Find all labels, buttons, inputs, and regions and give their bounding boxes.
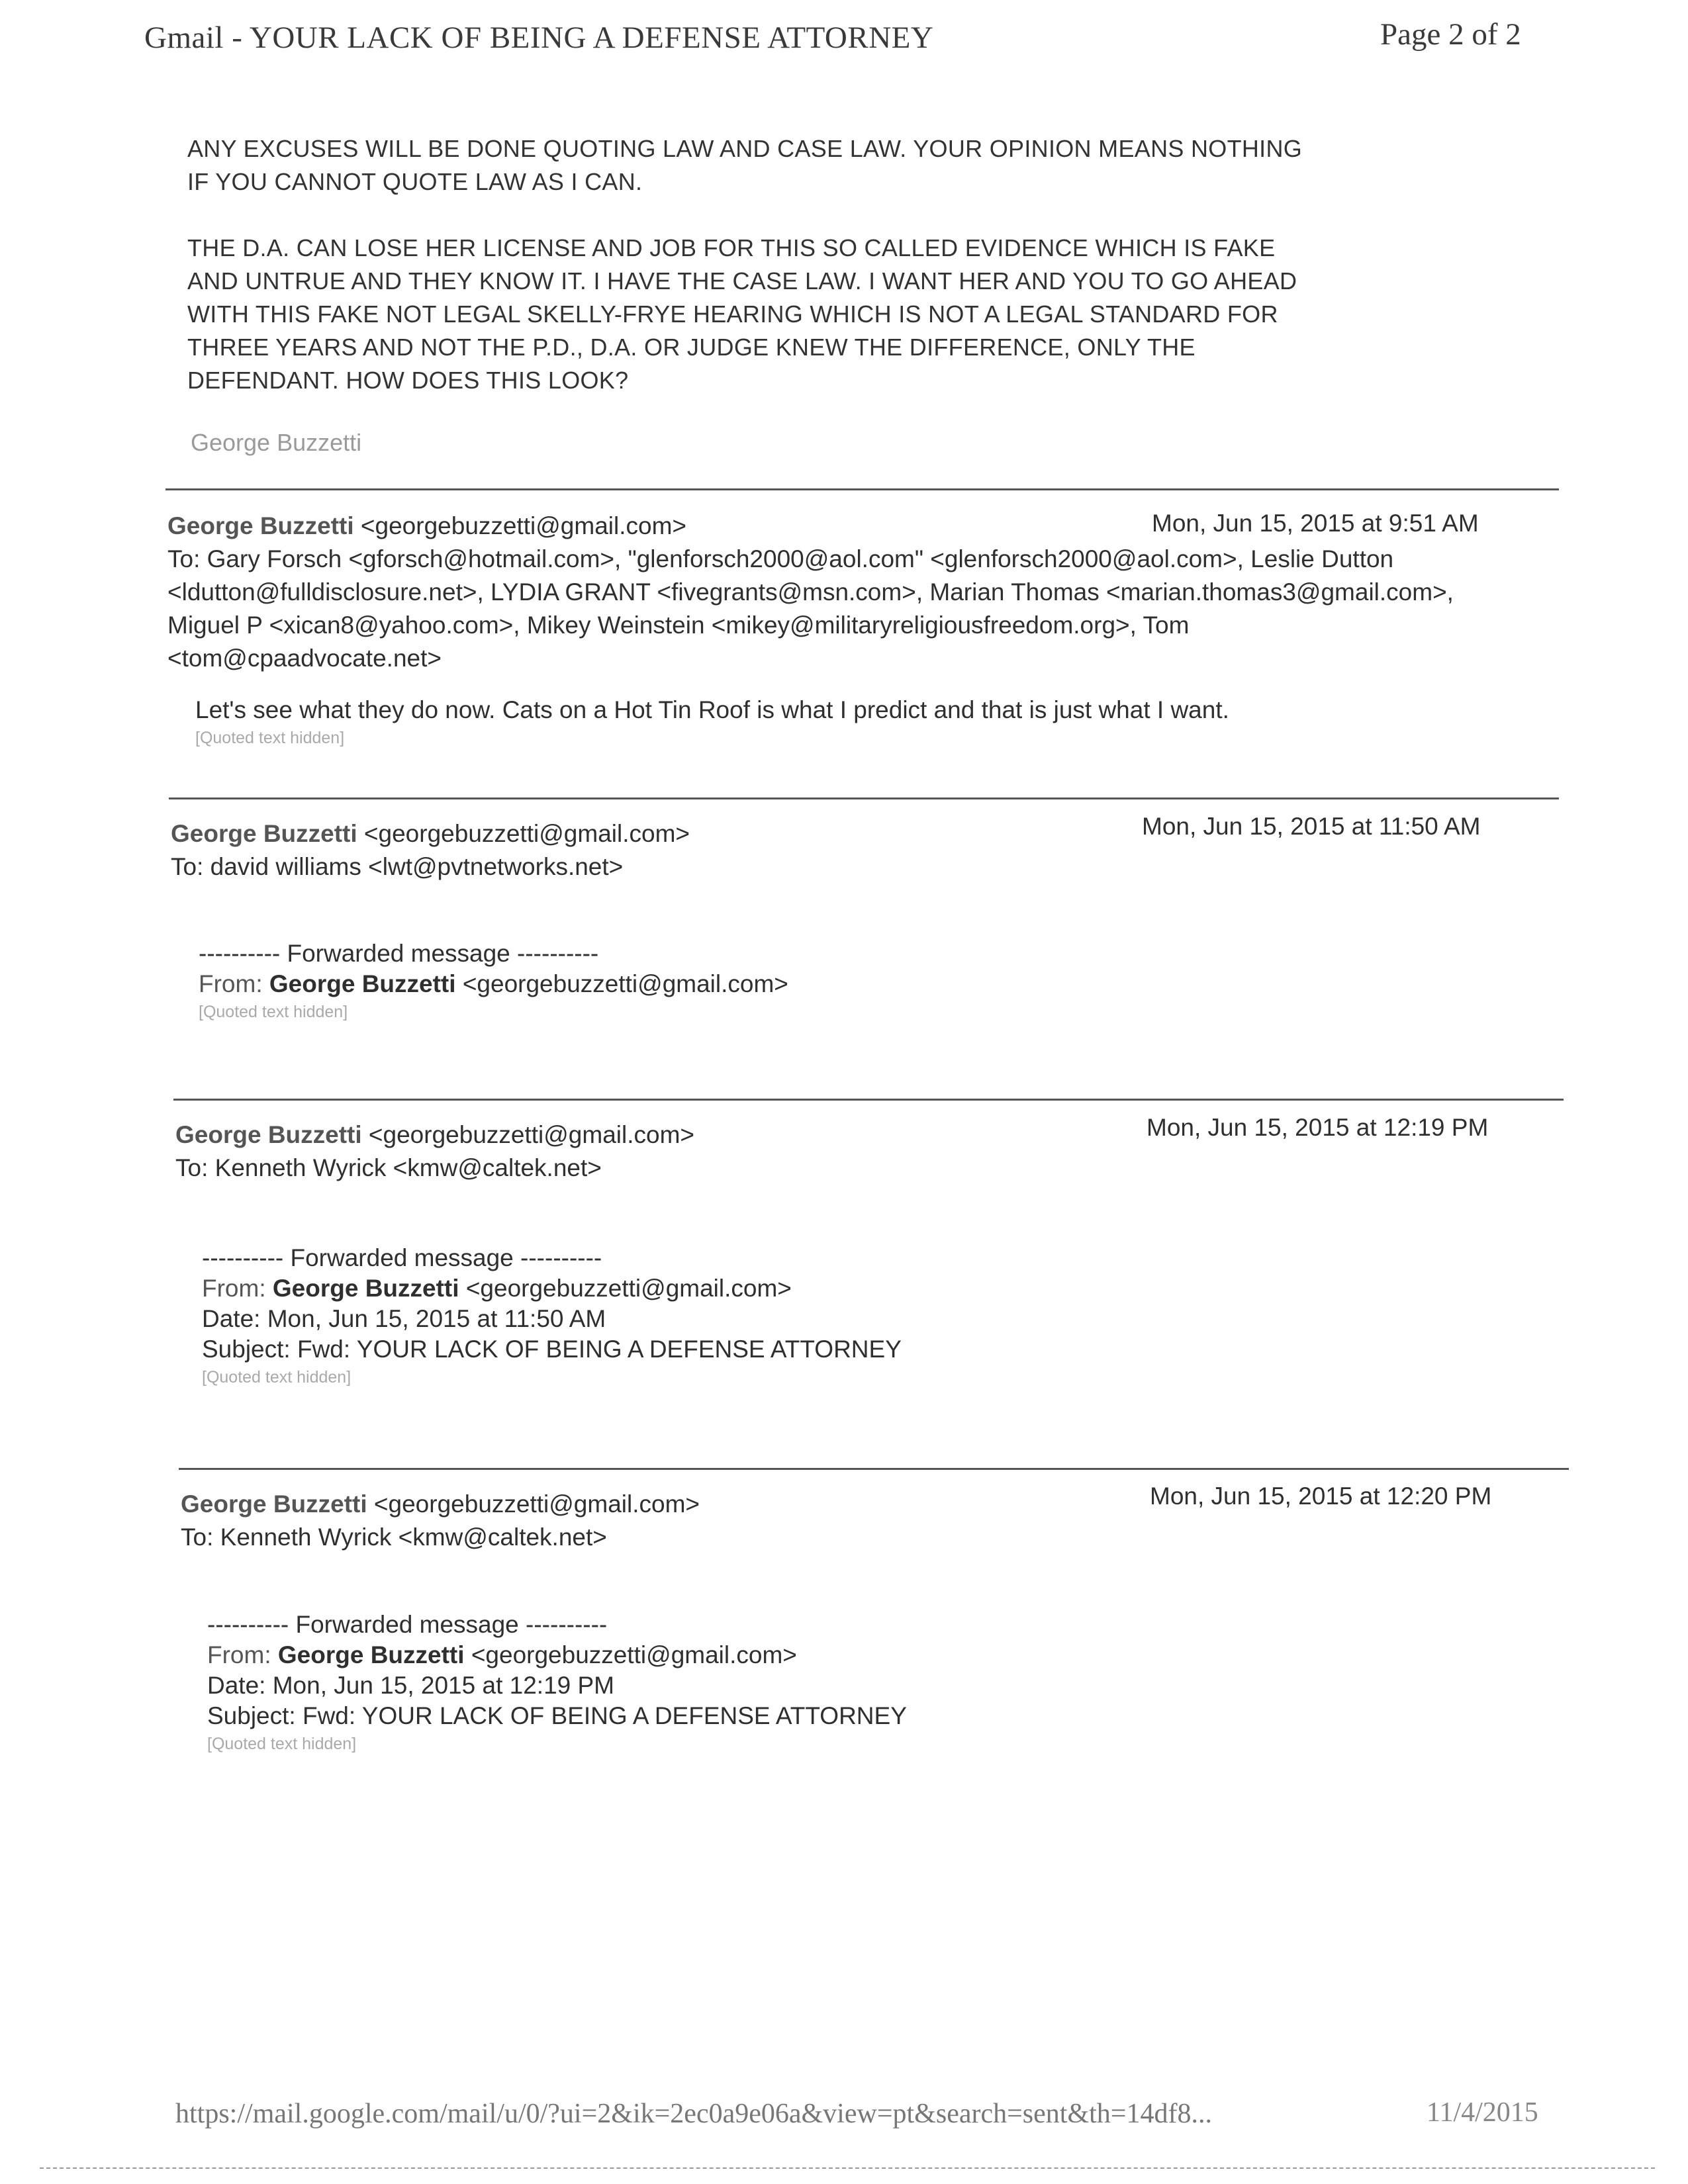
quoted-text-toggle[interactable]: [Quoted text hidden] [195, 729, 345, 747]
message-body [195, 695, 1453, 749]
recipients-text: To: david williams <lwt@pvtnetworks.net> [171, 853, 624, 880]
from-name: George Buzzetti [269, 970, 456, 997]
forwarded-from [199, 969, 1390, 999]
forwarded-block [199, 938, 1390, 1023]
recipients-line [181, 1521, 607, 1554]
from-label: From: [202, 1275, 266, 1302]
from-email[interactable]: <georgebuzzetti@gmail.com> [462, 970, 788, 997]
message-divider [173, 1099, 1564, 1101]
recipients-line [175, 1152, 602, 1185]
intro-paragraph-2 [187, 232, 1498, 397]
intro-paragraph-1 [187, 132, 1498, 199]
recipients-text: To: Kenneth Wyrick <kmw@caltek.net> [181, 1524, 607, 1551]
forwarded-marker: ---------- Forwarded message ---------- [199, 940, 599, 967]
paragraph-text: ANY EXCUSES WILL BE DONE QUOTING LAW AND CASE LAW. YOUR OPINION MEANS NOTHING IF YOU CANNOT QUOTE LAW AS I CAN. [187, 135, 1303, 195]
footer-print-date: 11/4/2015 [1427, 2097, 1538, 2128]
page-bottom-edge [40, 2167, 1655, 2169]
footer-url[interactable]: https://mail.google.com/mail/u/0/?ui=2&ik=2ec0a9e06a&view=pt&search=sent&th=14df8... [175, 2099, 1212, 2129]
signature: George Buzzetti [191, 429, 362, 456]
sender-name: George Buzzetti [175, 1121, 362, 1148]
quoted-text-toggle[interactable]: [Quoted text hidden] [199, 1003, 348, 1021]
sender-email[interactable]: <georgebuzzetti@gmail.com> [360, 512, 687, 539]
message-date: Mon, Jun 15, 2015 at 12:19 PM [1147, 1114, 1489, 1141]
forwarded-from [207, 1640, 1399, 1670]
message-date: Mon, Jun 15, 2015 at 9:51 AM [1152, 510, 1479, 537]
paragraph-text: THE D.A. CAN LOSE HER LICENSE AND JOB FOR THIS SO CALLED EVIDENCE WHICH IS FAKE AND UNTRUE AND THEY KNOW IT. I HAVE THE CASE LAW. I WANT HER AND YOU TO GO AHEAD WITH THIS FAKE NOT LEGAL SKELLY-FRYE HEARING WHICH IS NOT A LEGAL STANDARD FOR THREE YEARS AND NOT THE P.D., D.A. OR JUDGE KNEW THE DIFFERENCE, ONLY THE DEFENDANT. HOW DOES THIS LOOK? [187, 234, 1297, 394]
forwarded-date: Date: Mon, Jun 15, 2015 at 11:50 AM [202, 1305, 606, 1332]
forwarded-subject: Subject: Fwd: YOUR LACK OF BEING A DEFENSE ATTORNEY [202, 1336, 902, 1363]
sender-name: George Buzzetti [167, 512, 354, 539]
page-number: Page 2 of 2 [1380, 17, 1521, 52]
recipients-text: To: Kenneth Wyrick <kmw@caltek.net> [175, 1154, 602, 1181]
from-name: George Buzzetti [272, 1275, 459, 1302]
from-email[interactable]: <georgebuzzetti@gmail.com> [471, 1641, 797, 1668]
page-header-title: Gmail - YOUR LACK OF BEING A DEFENSE ATTORNEY [144, 21, 934, 55]
forwarded-from [202, 1273, 1393, 1304]
forwarded-subject: Subject: Fwd: YOUR LACK OF BEING A DEFENSE ATTORNEY [207, 1702, 907, 1729]
message-header [171, 817, 690, 850]
forwarded-marker: ---------- Forwarded message ---------- [202, 1244, 602, 1271]
sender-email[interactable]: <georgebuzzetti@gmail.com> [368, 1121, 695, 1148]
quoted-text-toggle[interactable]: [Quoted text hidden] [207, 1735, 357, 1753]
message-header [181, 1488, 700, 1521]
message-header [167, 510, 686, 543]
quoted-text-toggle[interactable]: [Quoted text hidden] [202, 1368, 352, 1387]
recipients-line [167, 543, 1465, 675]
message-date: Mon, Jun 15, 2015 at 11:50 AM [1142, 813, 1481, 840]
forwarded-marker: ---------- Forwarded message ---------- [207, 1611, 608, 1638]
forwarded-date: Date: Mon, Jun 15, 2015 at 12:19 PM [207, 1672, 614, 1699]
message-text: Let's see what they do now. Cats on a Hot Tin Roof is what I predict and that is just what I want. [195, 696, 1229, 723]
forwarded-block [202, 1243, 1393, 1388]
recipients-text: To: Gary Forsch <gforsch@hotmail.com>, "glenforsch2000@aol.com" <glenforsch2000@aol.com>, Leslie Dutton <ldutton@fulldisclosure.net>, LYDIA GRANT <fivegrants@msn.com>, Marian Thomas <marian.thomas3@gmail.com>, Miguel P <xican8@yahoo.com>, Mikey Weinstein <mikey@militaryreligiousfreedom.org>, Tom <tom@cpaadvocate.net> [167, 545, 1454, 672]
message-header [175, 1118, 694, 1152]
sender-email[interactable]: <georgebuzzetti@gmail.com> [373, 1490, 700, 1518]
from-email[interactable]: <georgebuzzetti@gmail.com> [465, 1275, 792, 1302]
message-divider [169, 797, 1559, 799]
sender-name: George Buzzetti [181, 1490, 367, 1518]
recipients-line [171, 850, 623, 884]
message-date: Mon, Jun 15, 2015 at 12:20 PM [1150, 1482, 1492, 1510]
from-name: George Buzzetti [277, 1641, 465, 1668]
forwarded-block [207, 1610, 1399, 1755]
message-divider [165, 488, 1559, 490]
message-divider [179, 1468, 1569, 1470]
from-label: From: [199, 970, 263, 997]
sender-email[interactable]: <georgebuzzetti@gmail.com> [363, 820, 690, 847]
sender-name: George Buzzetti [171, 820, 357, 847]
from-label: From: [207, 1641, 271, 1668]
